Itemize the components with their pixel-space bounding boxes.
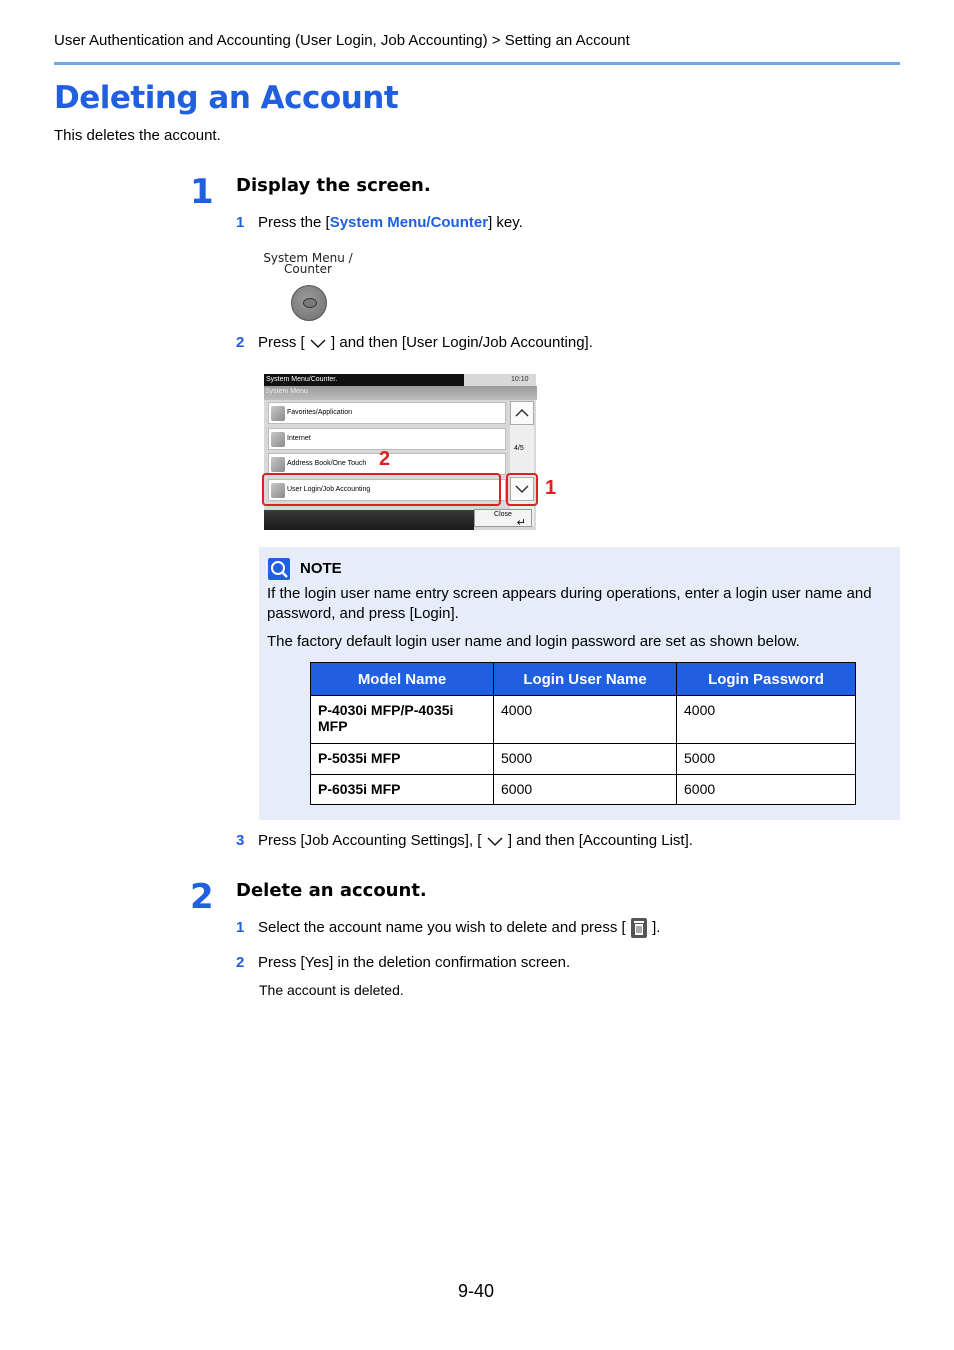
step-1-number: 1 (190, 172, 214, 212)
chevron-up-icon (511, 402, 533, 424)
trash-icon (630, 918, 648, 938)
step-1-title: Display the screen. (236, 175, 431, 196)
note-paragraph-1: If the login user name entry screen appears during operations, enter a login user name and password, and press [Login]. (267, 585, 872, 622)
key-name: System Menu/Counter (329, 214, 489, 231)
step-2-number: 2 (190, 877, 214, 917)
substep-number: 1 (236, 918, 245, 936)
substep-number: 2 (236, 954, 245, 971)
header-rule (54, 62, 900, 65)
panel-time: 10:10 (511, 376, 529, 383)
note-heading: NOTE (300, 560, 342, 577)
step-2-title: Delete an account. (236, 880, 427, 901)
callout-box-user-login (262, 473, 501, 506)
page-number: 9-40 (458, 1281, 495, 1301)
substep-text: ] and then [User Login/Job Accounting]. (331, 334, 593, 351)
step-1-substep-1 (236, 214, 523, 231)
default-login-table (310, 662, 856, 805)
operation-panel-screenshot (264, 374, 536, 530)
column-header: Login User Name (494, 663, 677, 696)
step-2-substep-2 (236, 954, 570, 971)
page-title: Deleting an Account (54, 80, 399, 116)
table-cell: 4000 (494, 696, 677, 744)
substep-text: Select the account name you wish to delete and press [ (258, 918, 626, 936)
substep-text: Press [ (258, 334, 305, 351)
panel-pager: 4/5 (514, 445, 524, 452)
system-menu-counter-key-icon (291, 285, 327, 321)
callout-label-2: 2 (379, 448, 391, 470)
column-header: Login Password (677, 663, 856, 696)
note-icon (268, 558, 290, 580)
panel-item-label: Favorites/Application (287, 409, 352, 416)
substep-text: ] key. (488, 214, 523, 231)
substep-text: ]. (652, 918, 661, 936)
table-cell: P-4030i MFP/P-4035i MFP (311, 696, 494, 744)
panel-item-favorites[interactable] (268, 402, 506, 424)
panel-scroll-up-button[interactable] (510, 401, 534, 425)
table-cell: P-6035i MFP (311, 775, 494, 805)
table-cell: 4000 (677, 696, 856, 744)
note-paragraph-2: The factory default login user name and login password are set as shown below. (267, 633, 800, 650)
table-cell: P-5035i MFP (311, 744, 494, 775)
column-header: Model Name (311, 663, 494, 696)
intro-text: This deletes the account. (54, 127, 221, 144)
address-book-icon (271, 457, 285, 472)
callout-label-1: 1 (545, 477, 557, 499)
table-cell: 5000 (677, 744, 856, 775)
table-cell: 6000 (677, 775, 856, 805)
favorites-icon (271, 406, 285, 421)
substep-text: Press [Yes] in the deletion confirmation screen. (258, 954, 571, 971)
chevron-down-icon (486, 835, 504, 847)
substep-text: Press the [ (258, 214, 330, 231)
substep-number: 1 (236, 214, 245, 231)
panel-item-label: Internet (287, 435, 311, 442)
panel-item-label: Address Book/One Touch (287, 460, 367, 467)
panel-item-internet[interactable] (268, 428, 506, 450)
step-1-substep-3 (236, 832, 693, 849)
table-row (311, 775, 856, 805)
panel-subheader: System Menu (264, 386, 537, 400)
key-label-line2: Counter (284, 262, 332, 276)
table-cell: 6000 (494, 775, 677, 805)
panel-bottom-bar (264, 510, 474, 530)
substep-number: 2 (236, 334, 245, 351)
system-menu-key-label (258, 253, 358, 275)
substep-number: 3 (236, 832, 245, 849)
callout-box-scroll-down (506, 473, 538, 506)
panel-item-label: User Login/Job Accounting (287, 486, 371, 493)
breadcrumb: User Authentication and Accounting (User Login, Job Accounting) > Setting an Account (54, 32, 630, 49)
step-2-substep-1 (236, 918, 660, 938)
chevron-down-icon (309, 337, 327, 349)
enter-arrow-icon: ↵ (516, 517, 526, 529)
close-label: Close (494, 511, 512, 518)
substep-text: ] and then [Accounting List]. (507, 832, 693, 849)
table-row (311, 696, 856, 744)
key-label-line1: System Menu / (263, 251, 353, 265)
table-cell: 5000 (494, 744, 677, 775)
panel-close-button[interactable] (474, 509, 532, 527)
step-1-substep-2 (236, 334, 593, 351)
panel-header: System Menu/Counter. (264, 374, 464, 386)
internet-icon (271, 432, 285, 447)
substep-text: Press [Job Accounting Settings], [ (258, 832, 482, 849)
step-2-result: The account is deleted. (259, 982, 404, 998)
table-row (311, 744, 856, 775)
